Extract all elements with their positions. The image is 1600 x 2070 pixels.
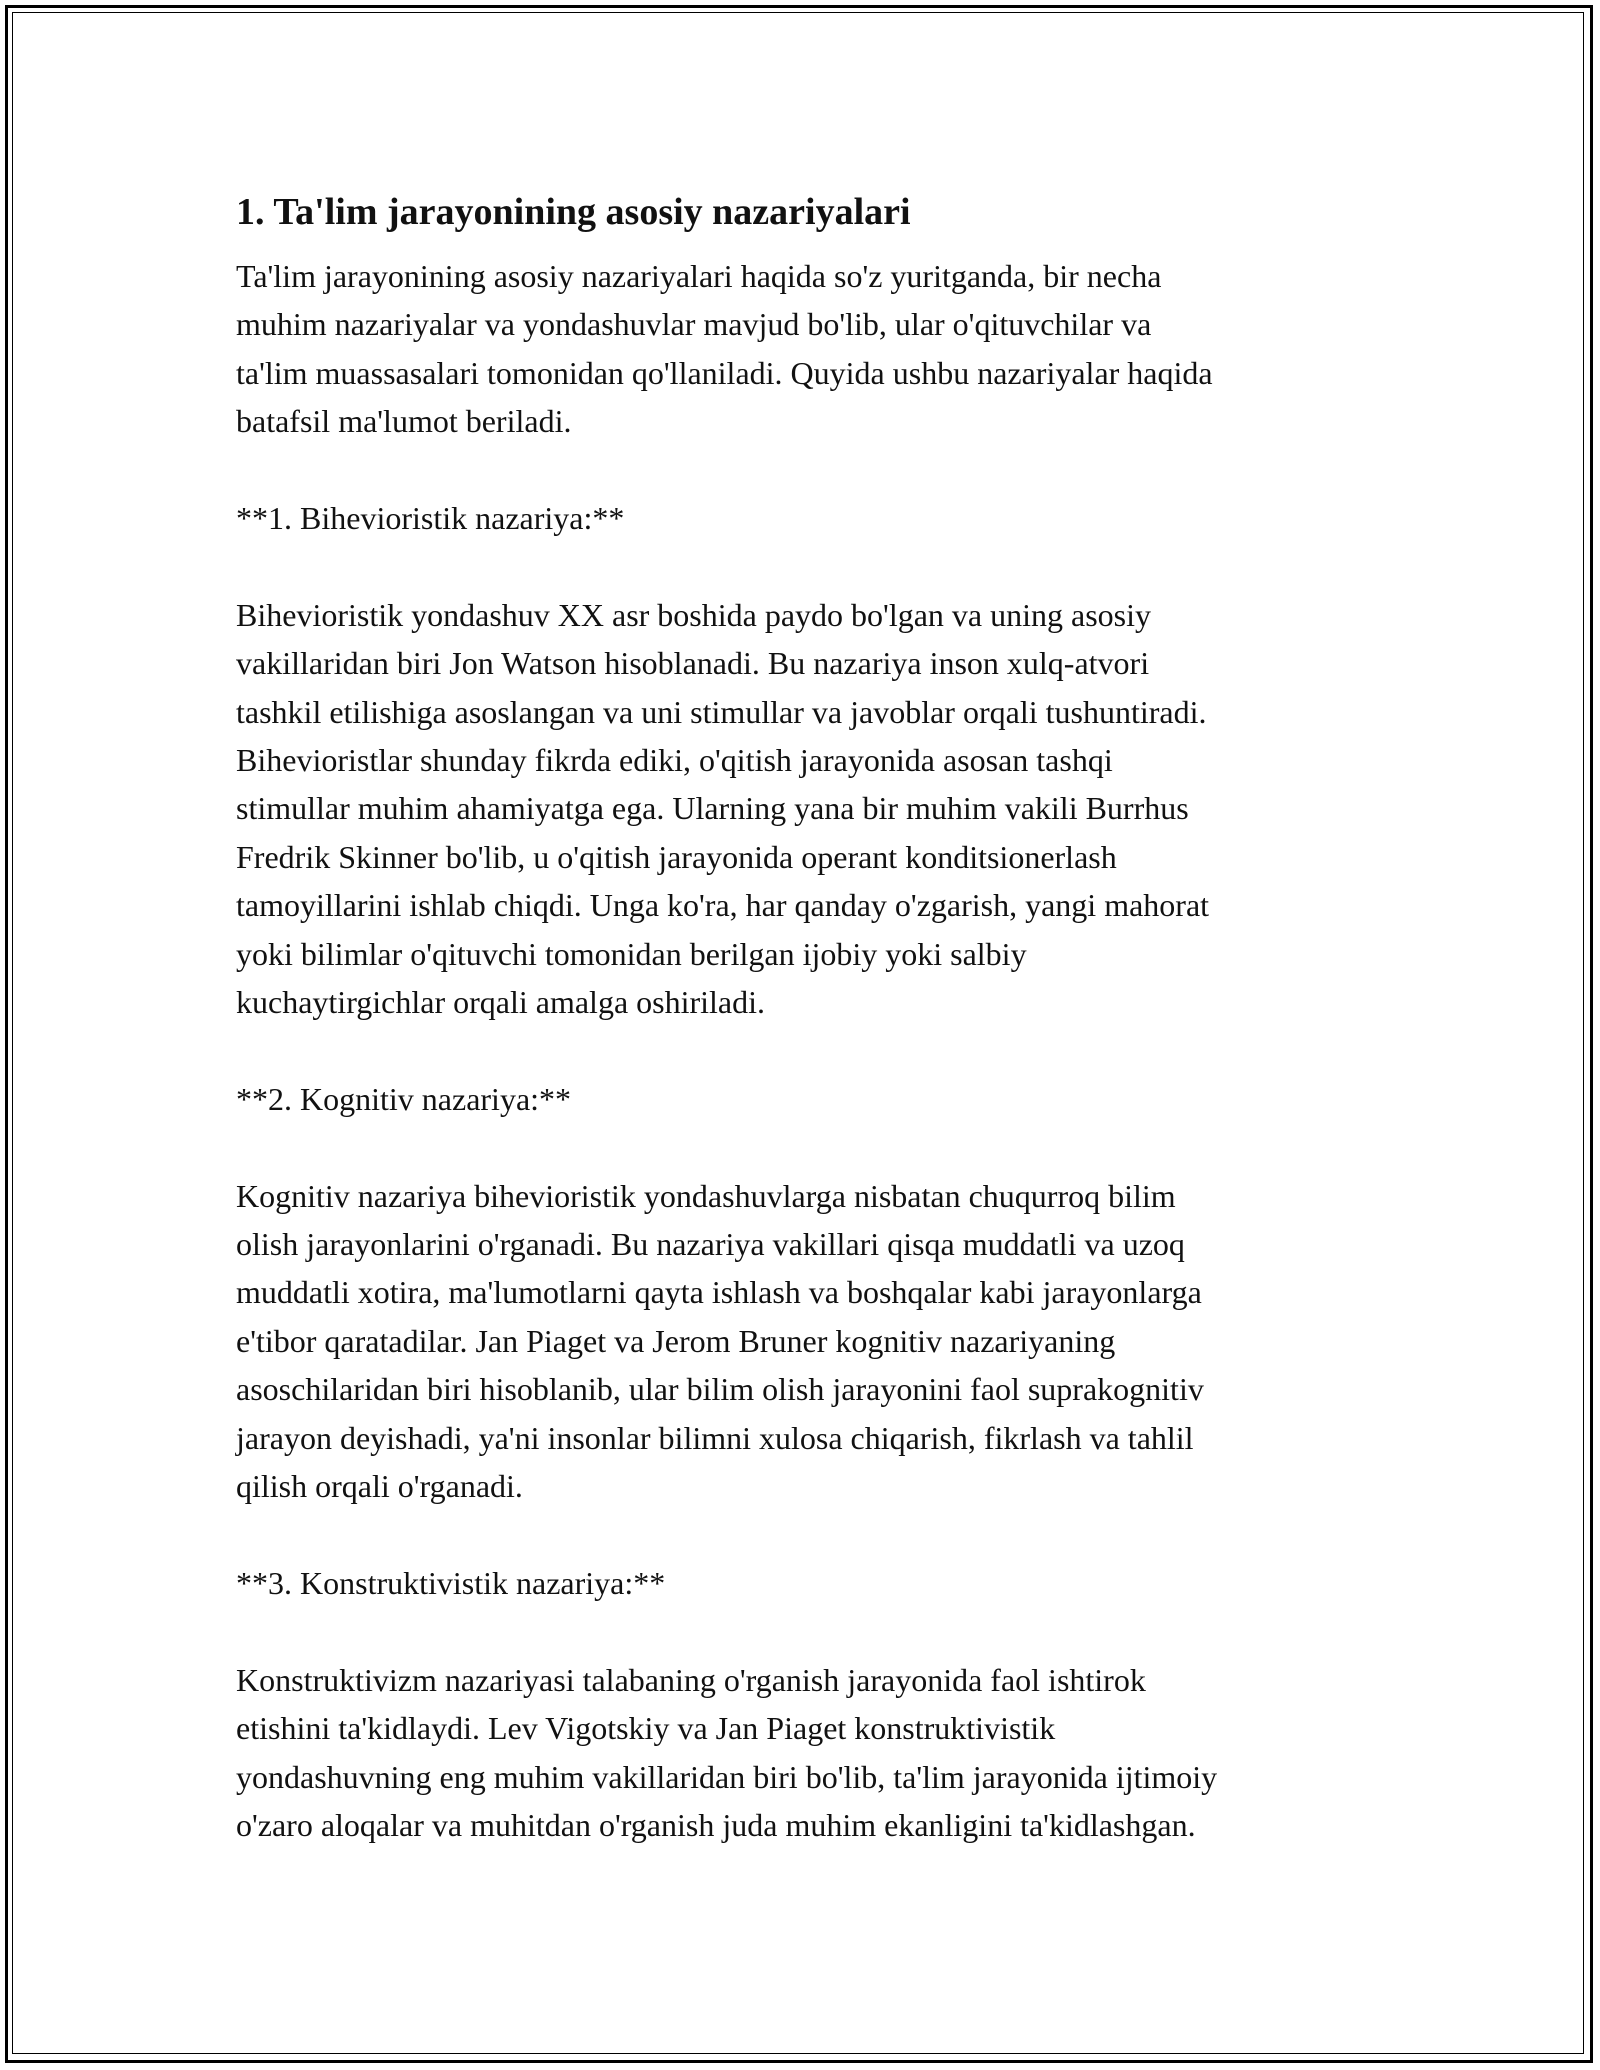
intro-paragraph: Ta'lim jarayonining asosiy nazariyalari haqida so'z yuritganda, bir necha muhim nazariyalar va yondashuvlar mavjud bo'lib, ular o'qituvchilar va ta'lim muassasalari tomonidan qo'llaniladi. Quyida ushbu nazariyalar haqida batafsil ma'lumot beriladi. — [236, 258, 1213, 440]
section-heading-constructivist: **3. Konstruktivistik nazariya:** — [236, 1564, 666, 1601]
section-heading-cognitive: **2. Kognitiv nazariya:** — [236, 1080, 572, 1117]
document-body — [236, 186, 1376, 1849]
document-title: 1. Ta'lim jarayonining asosiy nazariyalari — [236, 191, 911, 233]
constructivist-paragraph: Konstruktivizm nazariyasi talabaning o'rganish jarayonida faol ishtirok etishini ta'kidlaydi. Lev Vigotskiy va Jan Piaget konstruktivistik yondashuvning eng muhim vakillaridan biri bo'lib, ta'lim jarayonida ijtimoiy o'zaro aloqalar va muhitdan o'rganish juda muhim ekanligini ta'kidlashgan. — [236, 1661, 1218, 1843]
section-heading-behaviorist: **1. Bihevioristik nazariya:** — [236, 500, 625, 537]
behaviorist-paragraph: Bihevioristik yondashuv XX asr boshida paydo bo'lgan va uning asosiy vakillaridan biri Jon Watson hisoblanadi. Bu nazariya inson xulq-atvori tashkil etilishiga asoslangan va uni stimullar va javoblar orqali tushuntiradi. Bihevioristlar shunday fikrda ediki, o'qitish jarayonida asosan tashqi stimullar muhim ahamiyatga ega. Ularning yana bir muhim vakili Burrhus Fredrik Skinner bo'lib, u o'qitish jarayonida operant konditsionerlash tamoyillarini ishlab chiqdi. Unga ko'ra, har qanday o'zgarish, yangi mahorat yoki bilimlar o'qituvchi tomonidan berilgan ijobiy yoki salbiy kuchaytirgichlar orqali amalga oshiriladi. — [236, 596, 1210, 1021]
cognitive-paragraph: Kognitiv nazariya bihevioristik yondashuvlarga nisbatan chuqurroq bilim olish jarayonlarini o'rganadi. Bu nazariya vakillari qisqa muddatli va uzoq muddatli xotira, ma'lumotlarni qayta ishlash va boshqalar kabi jarayonlarga e'tibor qaratadilar. Jan Piaget va Jerom Bruner kognitiv nazariyaning asoschilaridan biri hisoblanib, ular bilim olish jarayonini faol suprakognitiv jarayon deyishadi, ya'ni insonlar bilimni xulosa chiqarish, fikrlash va tahlil qilish orqali o'rganadi. — [236, 1177, 1204, 1505]
